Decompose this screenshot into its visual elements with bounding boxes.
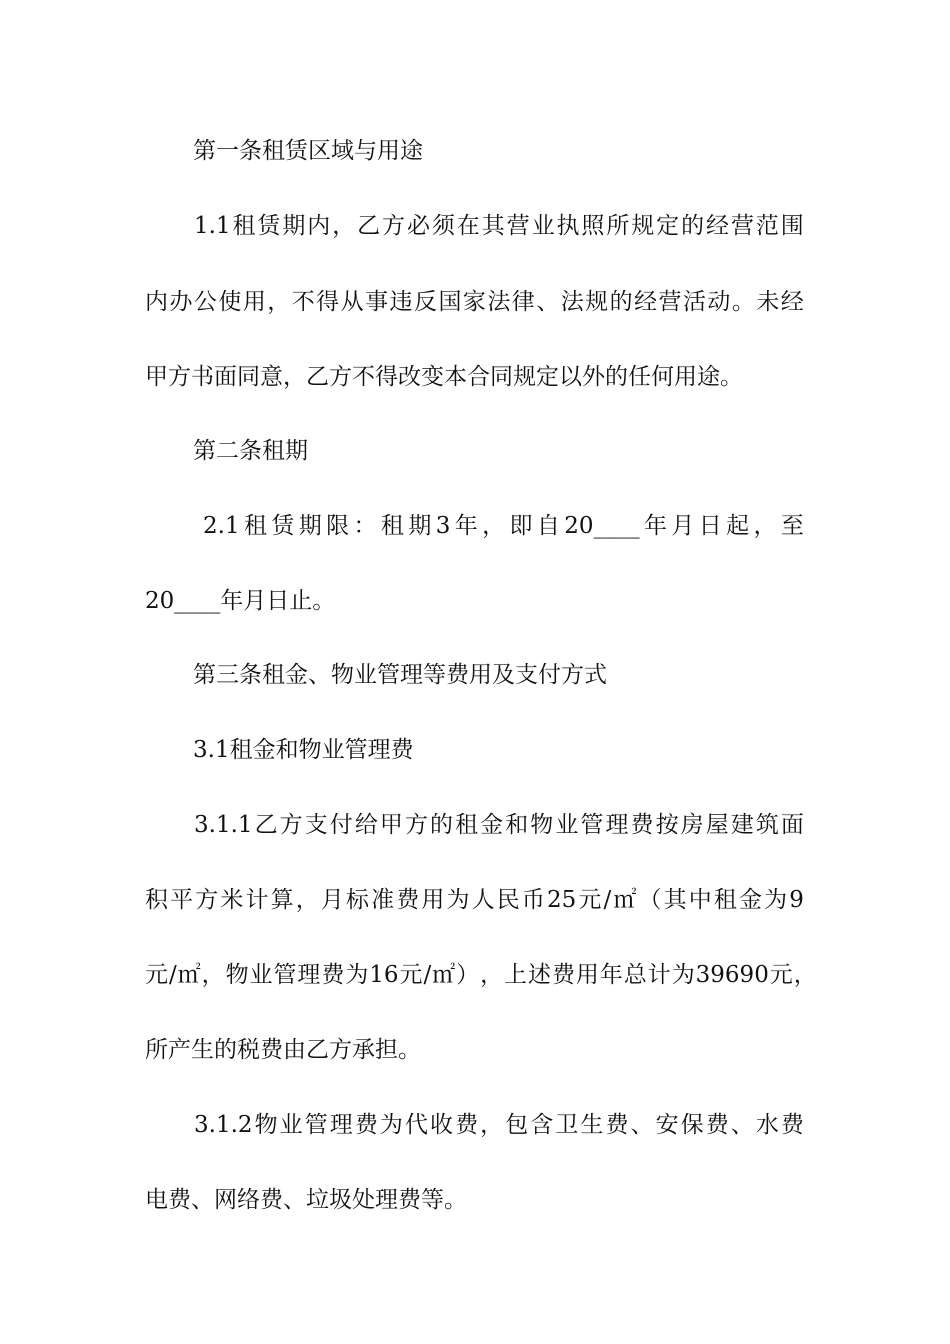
clause-1-1-line-2: 内 办 公 使 用 ， 不 得 从 事 违 反 国 家 法 律 、 法 规 的 经 营 活 动 。 未 经 (145, 289, 804, 315)
clause-3-1-1-line-1: 3.1.1 乙 方 支 付 给 甲 方 的 租 金 和 物 业 管 理 费 按 房 屋 建 筑 面 (194, 812, 804, 838)
article-1-heading: 第一条租赁区域与用途 (193, 138, 423, 164)
article-3-heading: 第三条租金、物业管理等费用及支付方式 (193, 662, 607, 688)
clause-2-1-line-2: 20____年月日止。 (145, 588, 336, 614)
clause-1-1-line-1: 1.1 租 赁 期 内 ， 乙 方 必 须 在 其 营 业 执 照 所 规 定 的 经 营 范 围 (194, 213, 804, 239)
clause-3-1-2-line-1: 3.1.2 物 业 管 理 费 为 代 收 费 ， 包 含 卫 生 费 、 安 保 费 、 水 费 (194, 1112, 804, 1138)
clause-3-1-heading: 3.1租金和物业管理费 (193, 737, 414, 763)
clause-3-1-1-line-3: 元 / ㎡ ， 物 业 管 理 费 为 16 元 / ㎡ ） ， 上 述 费 用 年 总 计 为 39690 元 ， (145, 962, 817, 988)
clause-3-1-1-line-2: 积 平 方 米 计 算 ， 月 标 准 费 用 为 人 民 币 25 元 / ㎡ （ 其 中 租 金 为 9 (145, 887, 804, 913)
clause-3-1-1-line-4: 所产生的税费由乙方承担。 (145, 1037, 421, 1063)
clause-1-1-line-3: 甲方书面同意，乙方不得改变本合同规定以外的任何用途。 (145, 364, 743, 390)
clause-2-1-line-1: 2.1 租 赁 期 限 ： 租 期 3 年 ， 即 自 20____ 年 月 日 起 ， 至 (203, 513, 804, 539)
article-2-heading: 第二条租期 (193, 438, 308, 464)
clause-3-1-2-line-2: 电费、网络费、垃圾处理费等。 (145, 1187, 467, 1213)
